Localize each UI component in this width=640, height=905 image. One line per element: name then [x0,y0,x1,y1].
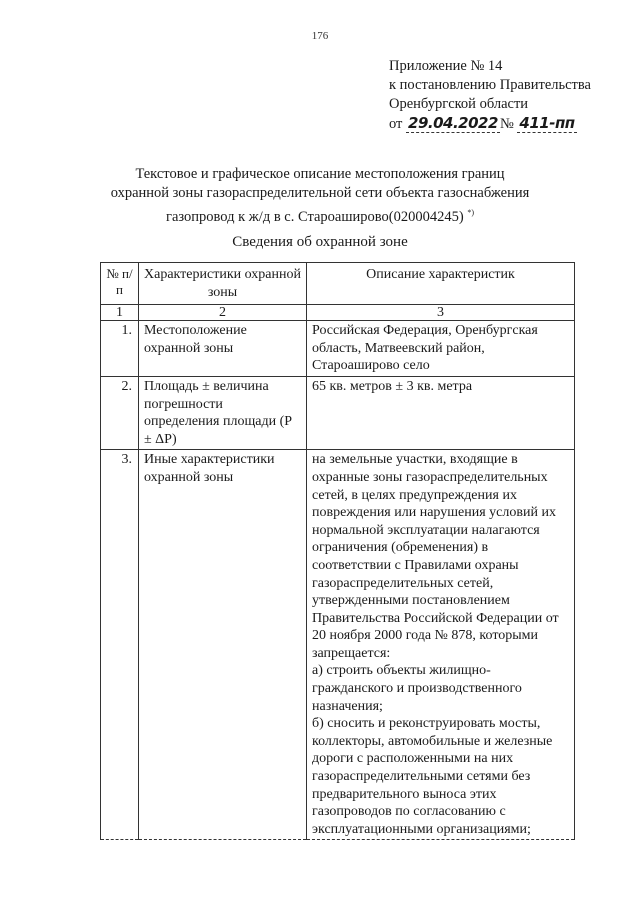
title-line-2: охранной зоны газораспределительной сети объекта газоснабжения [110,185,530,201]
title-line-3-text: газопровод к ж/д в с. Староаширово(020004245) [166,209,464,225]
column-index-row [101,305,575,321]
page-number: 176 [311,30,329,42]
appendix-line-2: к постановлению Правительства [389,77,591,93]
description-intro: на земельные участки, входящие в охранные зоны газораспределительных сетей, в целях предупреждения их повреждения или нарушения условий их нормальной эксплуатации налагаются ограничения (обременения) в соответствии с Правилами охраны газораспределительных сетей, утвержденными постановлением Правительства Российской Федерации от 20 ноября 2000 года № 878, которыми запрещается: [312,452,559,661]
table-header-row [101,263,575,305]
row-num: 3. [101,450,139,840]
header-characteristic: Характеристики охранной зоны [139,263,307,305]
title-line-1: Текстовое и графическое описание местоположения границ [135,166,505,182]
zone-info-table [100,262,575,840]
row-characteristic: Площадь ± величина погрешности определения площади (P ± ΔP) [139,376,307,449]
row-description [307,450,575,840]
section-heading: Сведения об охранной зоне [232,234,408,250]
appendix-block [389,57,591,134]
appendix-line-1: Приложение № 14 [389,58,503,74]
description-item-a: а) строить объекты жилищно-гражданского и производственного назначения; [312,663,522,714]
table-row [101,376,575,449]
row-num: 1. [101,321,139,377]
row-description: 65 кв. метров ± 3 кв. метра [307,376,575,449]
header-description: Описание характеристик [307,263,575,305]
row-characteristic: Местоположение охранной зоны [139,321,307,377]
handwritten-date: 29.04.2022 [408,114,498,132]
column-index-1: 1 [101,305,139,321]
appendix-line-3: Оренбургской области [389,96,529,112]
description-item-b: б) сносить и реконструировать мосты, коллекторы, автомобильные и железные дороги с расположенными на них газораспределительными сетями без предварительного выноса этих газопроводов по согласованию с эксплуатационными организациями; [312,716,553,837]
table-row [101,321,575,377]
column-index-2: 2 [139,305,307,321]
row-num: 2. [101,376,139,449]
document-title [60,165,580,227]
appendix-date-line [389,114,591,134]
column-index-3: 3 [307,305,575,321]
row-description: Российская Федерация, Оренбургская область, Матвеевский район, Староаширово село [307,321,575,377]
handwritten-number: 411-пп [519,114,575,132]
date-prefix: от [389,116,403,132]
row-characteristic: Иные характеристики охранной зоны [139,450,307,840]
table-row [101,450,575,840]
title-line-3 [60,203,580,227]
footnote-mark: *) [467,208,474,217]
header-num: № п/п [101,263,139,305]
number-prefix: № [499,116,514,132]
